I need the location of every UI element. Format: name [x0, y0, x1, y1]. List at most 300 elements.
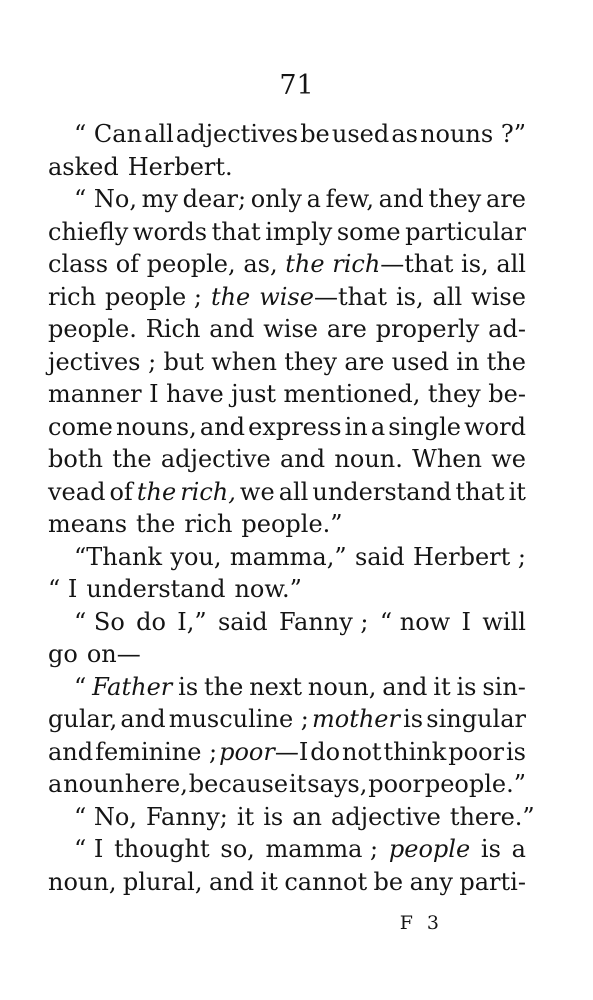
word-text: said [217, 607, 268, 636]
word [461, 248, 489, 281]
word [392, 346, 449, 379]
word [428, 378, 481, 411]
word [413, 541, 526, 574]
text-line [48, 768, 526, 801]
word-text: come [48, 412, 113, 441]
word-text: but [163, 347, 204, 376]
word [123, 866, 203, 899]
word-text: words [132, 217, 208, 246]
word [491, 443, 526, 476]
word [464, 411, 526, 444]
word-text: is, [461, 250, 489, 278]
word [189, 768, 288, 801]
word-text: “ No, [74, 802, 137, 831]
word [410, 866, 453, 899]
word [178, 671, 198, 704]
word [200, 411, 245, 444]
word-text: asked [48, 152, 119, 181]
word [114, 833, 209, 866]
word-text: there.” [449, 802, 535, 831]
word-text: mamma,” [229, 542, 347, 571]
text-line [48, 508, 526, 541]
word [48, 411, 113, 444]
text-line [48, 151, 526, 184]
word [384, 736, 447, 769]
word [326, 183, 374, 216]
word [234, 573, 302, 606]
word [488, 313, 526, 346]
word [204, 671, 243, 704]
italic-word: wise [259, 282, 314, 311]
word-text: used [391, 347, 449, 376]
word-text: is [403, 705, 424, 733]
word [334, 443, 402, 476]
word [506, 736, 526, 769]
word-text: they [427, 380, 481, 408]
word-text: and [209, 315, 255, 343]
word-text: people.” [424, 770, 526, 798]
text-line [48, 606, 526, 639]
word [125, 768, 188, 801]
word [428, 183, 481, 216]
word-text: it [260, 867, 278, 896]
word-text: Herbert. [127, 152, 233, 181]
italic-word: people [388, 835, 471, 863]
word [230, 541, 347, 574]
word-text: Fanny ; [278, 607, 369, 636]
word-text: as [391, 120, 418, 148]
text-line [48, 671, 526, 704]
word-text: and [382, 672, 428, 701]
word [379, 183, 424, 216]
word-text: Herbert ; [412, 542, 526, 571]
word-text: properly [375, 315, 480, 343]
word [327, 313, 367, 346]
word-text: and [120, 705, 166, 733]
word [95, 736, 217, 769]
italic-word: mother [312, 705, 400, 733]
word [284, 346, 337, 379]
text-line [48, 216, 526, 249]
word [74, 671, 86, 704]
word [251, 183, 302, 216]
word [87, 638, 141, 671]
word [337, 216, 401, 249]
word [371, 411, 385, 444]
word [48, 216, 128, 249]
word [177, 606, 206, 639]
word [48, 508, 127, 541]
word-text: and [199, 412, 245, 441]
word-text: it [288, 770, 307, 798]
text-line [48, 443, 526, 476]
word-text: “ Can [74, 120, 143, 148]
word [249, 671, 302, 704]
word [48, 378, 142, 411]
word-text: be [373, 867, 404, 896]
word-text: it [508, 477, 526, 506]
word-text: “ So [74, 607, 125, 636]
word [170, 541, 221, 574]
book-text [48, 118, 535, 898]
word-text: both [48, 445, 103, 473]
word-text: sin- [482, 672, 526, 701]
word [259, 281, 387, 314]
word-text: people ; [105, 282, 202, 311]
italic-word: the [285, 250, 325, 278]
word-text: “ I [48, 575, 78, 603]
word-text: next [249, 672, 303, 701]
word-text: Fanny; [145, 802, 228, 831]
word-tail: —that [380, 250, 454, 278]
word [292, 801, 322, 834]
word-text: when [211, 347, 277, 376]
word [456, 346, 479, 379]
word [376, 313, 480, 346]
word-text: dear; [182, 185, 247, 213]
word-text: the [136, 510, 176, 538]
word-text: singular [426, 705, 526, 733]
word-text: I,” [177, 607, 207, 636]
word [48, 736, 93, 769]
word-text: and [279, 445, 326, 473]
word [180, 476, 236, 509]
text-line [48, 411, 526, 444]
word-text: only [250, 185, 302, 213]
word-text: all [496, 250, 526, 278]
word-text: and [208, 867, 255, 896]
word [308, 671, 376, 704]
text-line [48, 346, 526, 379]
text-line [48, 476, 526, 509]
word-text: adjectives [175, 120, 299, 148]
text-line [48, 866, 526, 899]
word [63, 768, 124, 801]
word-text: are [326, 315, 367, 343]
word-text: noun. [334, 445, 403, 473]
word [412, 443, 482, 476]
word [48, 346, 156, 379]
word-text: class [48, 250, 109, 278]
text-line [48, 736, 526, 769]
word [163, 346, 203, 379]
word [332, 118, 389, 151]
word-text: that [211, 217, 261, 246]
word-text: “ now [379, 607, 451, 636]
word [184, 508, 232, 541]
word [355, 541, 405, 574]
word [266, 833, 379, 866]
word-text: a [48, 770, 63, 798]
word-text: here, [124, 770, 188, 798]
word [240, 476, 275, 509]
text-line [48, 313, 526, 346]
word [109, 476, 132, 509]
word-text: in [344, 412, 368, 441]
word-text: poor [448, 737, 504, 766]
word-text: do [136, 607, 166, 636]
word-text: adjective [160, 445, 271, 473]
word-text: is [480, 835, 501, 863]
text-line [48, 183, 526, 216]
word-text: means [48, 510, 128, 538]
word [183, 183, 246, 216]
word-text: of [115, 250, 140, 278]
word [300, 118, 330, 151]
word-text: understand [312, 477, 452, 506]
word [448, 736, 504, 769]
word [48, 281, 96, 314]
word-text: noun, [307, 672, 377, 701]
word-text: a [306, 185, 321, 213]
word [136, 606, 166, 639]
word-text: be [300, 120, 330, 148]
word [261, 866, 278, 899]
word [209, 313, 254, 346]
word-text: vead [48, 477, 106, 506]
word [166, 378, 224, 411]
word [133, 216, 207, 249]
word-text: I [149, 380, 159, 408]
word [307, 768, 367, 801]
word-text: cannot [284, 867, 368, 896]
word-text: will [482, 607, 526, 636]
word-text: an [292, 802, 322, 831]
word [219, 736, 308, 769]
word-text: are [486, 185, 526, 213]
word-text: all [278, 477, 309, 506]
italic-word: Father [92, 672, 173, 701]
word [455, 476, 504, 509]
word [368, 768, 424, 801]
word-text: single [388, 412, 461, 441]
word [142, 183, 178, 216]
word [146, 313, 201, 346]
text-line [48, 801, 535, 834]
word [512, 833, 526, 866]
word [237, 801, 254, 834]
word-text: “Thank [74, 542, 163, 571]
word [74, 118, 142, 151]
word [285, 248, 324, 281]
word [263, 801, 283, 834]
word-text: musculine ; [168, 705, 309, 733]
word [279, 476, 309, 509]
word-text: have [166, 380, 224, 408]
word-text: Rich [145, 315, 201, 343]
word-text: “ [74, 672, 87, 701]
word [284, 378, 421, 411]
word-text: in [456, 347, 480, 376]
word-text: are [344, 347, 385, 376]
word-text: the [204, 672, 244, 701]
word [310, 736, 340, 769]
word-text: mentioned, [283, 380, 421, 408]
word [48, 866, 116, 899]
word-text: as, [243, 250, 278, 278]
word [128, 151, 233, 184]
word-text: says, [307, 770, 368, 798]
word [169, 703, 309, 736]
word-text: parti- [459, 867, 526, 896]
word-text: used [331, 120, 390, 148]
word-text: think [383, 737, 447, 766]
italic-word: rich [332, 250, 381, 278]
word-text: people, [146, 250, 236, 278]
word [147, 248, 236, 281]
word-text: poor [368, 770, 424, 798]
word-text: some [336, 217, 401, 246]
word-text: express [248, 412, 342, 441]
word [284, 866, 367, 899]
word [48, 476, 105, 509]
word-text: go [48, 640, 78, 668]
word [149, 378, 158, 411]
word [92, 671, 172, 704]
word [280, 443, 325, 476]
word [248, 411, 341, 444]
word-text: any [409, 867, 453, 896]
word [146, 801, 228, 834]
word [231, 378, 276, 411]
word-text: rich [184, 510, 233, 538]
text-line [48, 638, 526, 671]
word-text: because [188, 770, 289, 798]
word [391, 118, 418, 151]
word [462, 606, 471, 639]
word [116, 248, 139, 281]
word-text: mamma ; [265, 835, 379, 863]
word [380, 606, 450, 639]
text-line [48, 833, 526, 866]
word-text: adjective [330, 802, 441, 831]
word-text: manner [48, 380, 142, 408]
word [243, 248, 277, 281]
word [403, 703, 423, 736]
word [496, 248, 526, 281]
word [176, 118, 298, 151]
word [332, 248, 453, 281]
word [48, 151, 119, 184]
word [486, 183, 526, 216]
word [420, 118, 526, 151]
word [263, 313, 318, 346]
italic-word: the [136, 477, 177, 506]
word [105, 281, 202, 314]
word-text: jectives ; [48, 347, 157, 376]
italic-word: rich, [180, 477, 236, 506]
word [456, 671, 476, 704]
word-text: is [178, 672, 199, 701]
word [331, 801, 441, 834]
word [161, 443, 271, 476]
word-text: wise [471, 282, 526, 311]
word [74, 606, 125, 639]
italic-word: the [210, 282, 251, 311]
word-text: When [412, 445, 482, 473]
word-text: rich [48, 282, 97, 311]
word-text: feminine ; [95, 737, 218, 766]
word [342, 736, 382, 769]
word [487, 346, 526, 379]
word-text: the [112, 445, 152, 473]
word [433, 281, 463, 314]
word [433, 671, 450, 704]
word [482, 671, 526, 704]
word-text: “ I [74, 835, 104, 863]
word-text: ad- [488, 315, 526, 343]
word [48, 768, 62, 801]
word-text: noun, [48, 867, 117, 896]
word [74, 183, 137, 216]
word [396, 281, 424, 314]
word [426, 703, 526, 736]
word-text: not [342, 737, 382, 766]
word [218, 606, 268, 639]
word-text: is [505, 737, 526, 766]
word-text: all [432, 282, 463, 311]
word [345, 411, 368, 444]
word [482, 606, 526, 639]
word-text: few, [325, 185, 374, 213]
word [459, 866, 526, 899]
word-text: nouns ?” [420, 120, 526, 148]
word [48, 638, 78, 671]
text-line [48, 573, 526, 606]
word [374, 866, 404, 899]
word-text: on— [86, 640, 141, 668]
word-text: plural, [122, 867, 203, 896]
word-text: that [455, 477, 505, 506]
word-text: “ No, [74, 185, 137, 213]
text-line [48, 703, 526, 736]
text-line [48, 541, 526, 574]
italic-word: poor [219, 737, 275, 766]
text-line [48, 281, 526, 314]
word [307, 183, 321, 216]
word-text: my [141, 185, 178, 213]
word [220, 833, 254, 866]
word [488, 378, 526, 411]
word [144, 118, 174, 151]
word-text: people.” [241, 510, 343, 538]
word-text: we [491, 445, 526, 473]
word-text: people. [48, 315, 137, 343]
page-number: 71 [279, 70, 314, 101]
word [209, 866, 254, 899]
word [312, 476, 451, 509]
word-text: wise [263, 315, 319, 343]
word-text: the [486, 347, 526, 376]
word-text: a [511, 835, 526, 863]
word-text: just [231, 380, 277, 408]
word-text: imply [265, 217, 333, 246]
word [405, 216, 526, 249]
word [388, 411, 461, 444]
word-text: is [456, 672, 477, 701]
word-text: they [284, 347, 338, 376]
word [48, 703, 117, 736]
word-text: nouns, [115, 412, 197, 441]
word [211, 281, 250, 314]
word-text: is [263, 802, 284, 831]
text-line [48, 378, 526, 411]
word-text: now.” [234, 575, 302, 603]
word-text: a [370, 412, 386, 441]
word-text: is, [395, 282, 424, 311]
word-text: you, [170, 542, 222, 571]
text-line [48, 248, 526, 281]
